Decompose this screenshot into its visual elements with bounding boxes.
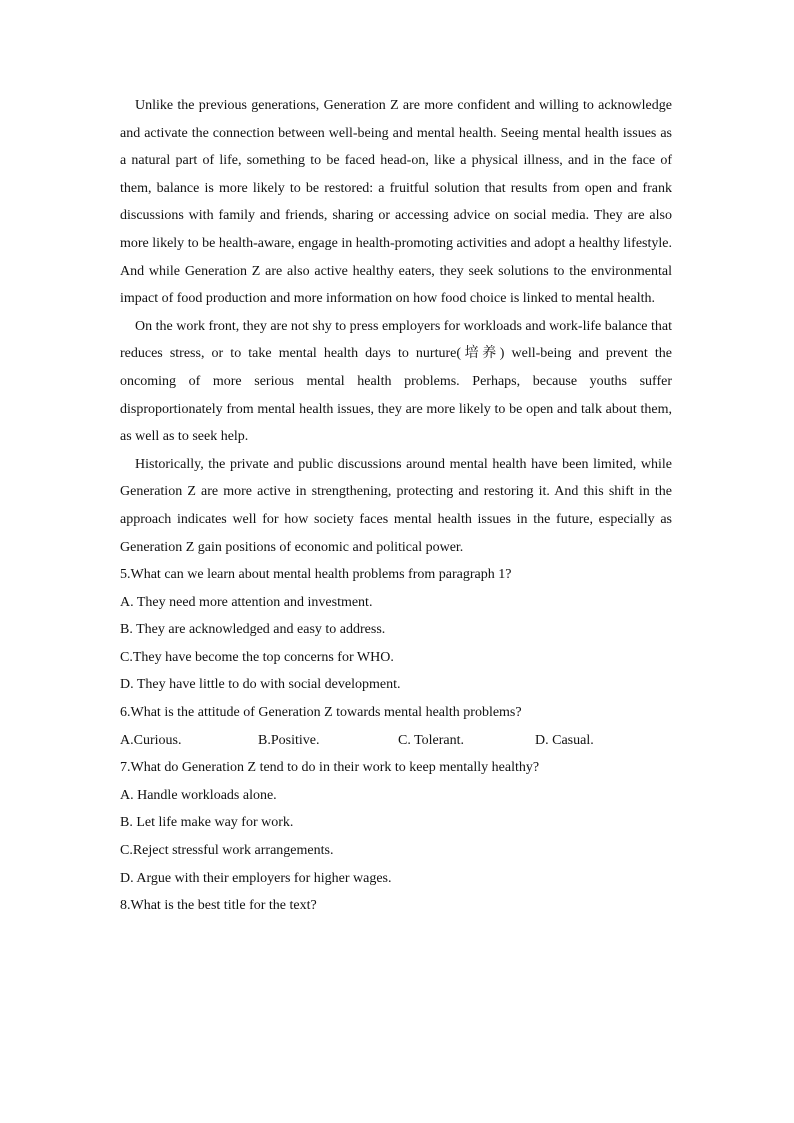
question-5-option-a: A. They need more attention and investment. [120, 594, 373, 610]
paragraph-1: Unlike the previous generations, Generation Z are more confident and willing to acknowledge and activate the connection between well-being and mental health. Seeing mental health issues as a natural part of life, something to be faced head-on, like a physical illness, and in the face of them, balance is more likely to be restored: a fruitful solution that results from open and frank discussions with family and friends, sharing or accessing advice on social media. They are also more likely to be health-aware, engage in health-promoting activities and adopt a healthy lifestyle. And while Generation Z are also active healthy eaters, they seek solutions to the environmental impact of food production and more information on how food choice is linked to mental health. [120, 98, 672, 307]
passage [120, 92, 672, 561]
question-7-option-a: A. Handle workloads alone. [120, 787, 277, 803]
question-6-option-d: D. Casual. [535, 732, 594, 748]
question-6-option-a: A.Curious. [120, 732, 182, 748]
question-6-option-b: B.Positive. [258, 732, 320, 748]
question-5-option-c: C.They have become the top concerns for WHO. [120, 649, 394, 665]
question-5-stem: 5.What can we learn about mental health problems from paragraph 1? [120, 567, 512, 583]
question-7-stem: 7.What do Generation Z tend to do in their work to keep mentally healthy? [120, 760, 540, 776]
question-8-stem: 8.What is the best title for the text? [120, 898, 317, 914]
question-7-option-c: C.Reject stressful work arrangements. [120, 843, 334, 859]
question-5-option-d: D. They have little to do with social development. [120, 677, 401, 693]
question-6-option-c: C. Tolerant. [398, 732, 465, 748]
question-7-option-b: B. Let life make way for work. [120, 815, 294, 831]
paragraph-2: On the work front, they are not shy to press employers for workloads and work-life balance that reduces stress, or to take mental health days to nurture(培养) well-being and prevent the oncoming of more serious mental health problems. Perhaps, because youths suffer disproportionately from mental health issues, they are more likely to be open and talk about them, as well as to seek help. [120, 318, 672, 445]
question-7-option-d: D. Argue with their employers for higher wages. [120, 870, 392, 886]
question-6-stem: 6.What is the attitude of Generation Z towards mental health problems? [120, 705, 522, 721]
document-page [120, 92, 672, 920]
question-6-options [120, 727, 672, 755]
question-5-option-b: B. They are acknowledged and easy to address. [120, 622, 386, 638]
paragraph-3: Historically, the private and public discussions around mental health have been limited, while Generation Z are more active in strengthening, protecting and restoring it. And this shift in the approach indicates well for how society faces mental health issues in the future, especially as Generation Z gain positions of economic and political power. [120, 456, 672, 555]
